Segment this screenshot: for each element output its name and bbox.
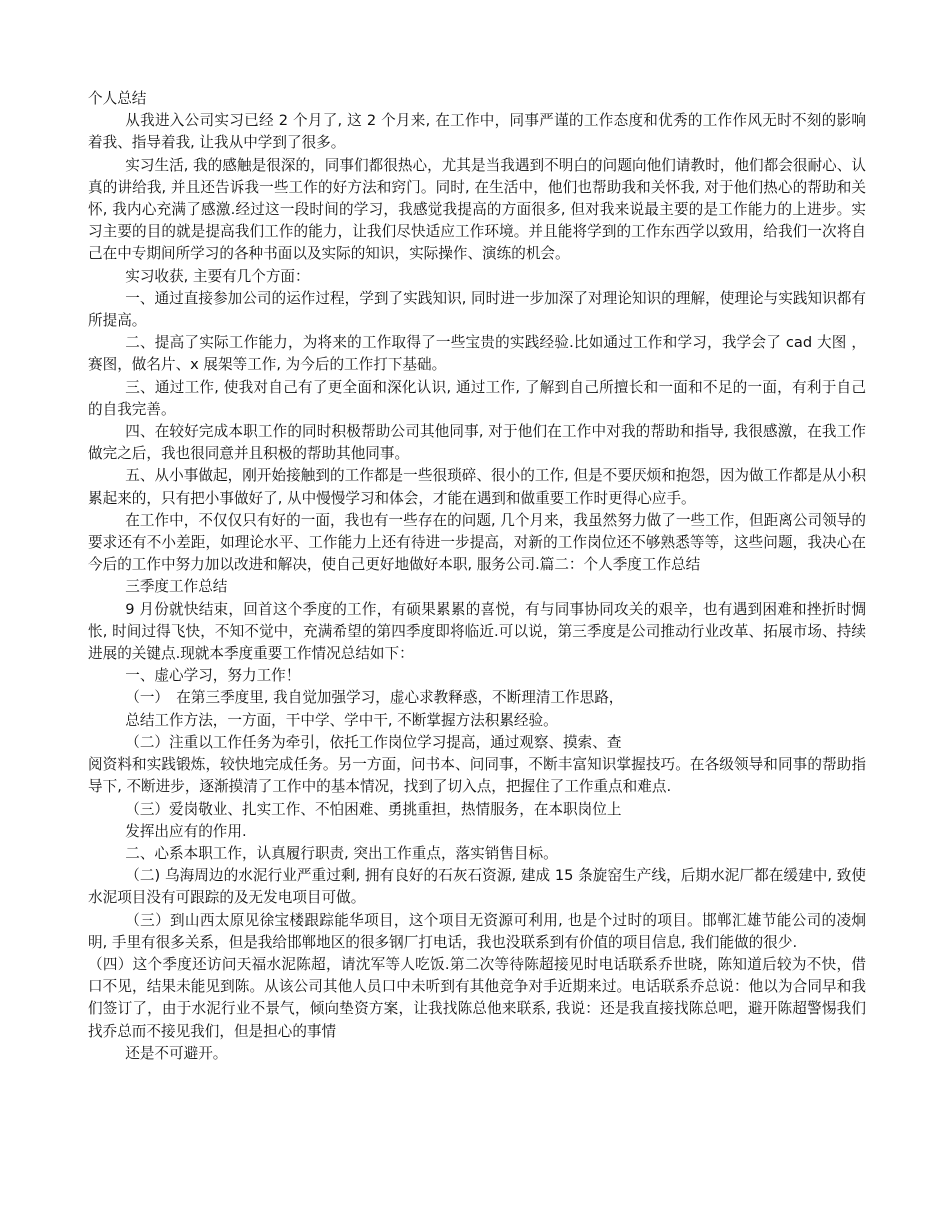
paragraph: （一） 在第三季度里, 我自觉加强学习，虚心求教释惑，不断理清工作思路，	[125, 689, 624, 707]
paragraph: 实习生活, 我的感触是很深的，同事们都很热心，尤其是当我遇到不明白的问题向他们请教时，他们都会很耐心、认真的讲给我, 并且还告诉我一些工作的好方法和窍门。同时, 在生活中，他们也帮助我和关怀我, 对于他们热心的帮助和关怀, 我内心充满了感激.经过这一段时间的学习，我感觉我提高的方面很多, 但对我来说最主要的是工作能力的上进步。实习主要的目的就是提高我们工作的能力，让我们尽快适应工作环境。并且能将学到的工作东西学以致用，给我们一次将自己在中专期间所学习的各种书面以及实际的知识，实际操作、演练的机会。	[88, 156, 866, 263]
document-body	[88, 88, 866, 1065]
paragraph: 二、提高了实际工作能力，为将来的工作取得了一些宝贵的实践经验.比如通过工作和学习，我学会了 cad 大图 ，赛图，做名片、x 展架等工作, 为今后的工作打下基础。	[88, 334, 866, 374]
document-title: 个人总结	[88, 90, 147, 107]
paragraph: 三、通过工作, 使我对自己有了更全面和深化认识, 通过工作, 了解到自己所擅长和一面和不足的一面，有利于自己的自我完善。	[88, 378, 866, 418]
paragraph: 阅资料和实践锻炼，较快地完成任务。另一方面，问书本、问同事，不断丰富知识掌握技巧。在各级领导和同事的帮助指导下, 不断进步，逐渐摸清了工作中的基本情况，找到了切入点，把握住了工作重点和难点.	[88, 756, 866, 796]
paragraph: （三）到山西太原见徐宝楼跟踪能华项目，这个项目无资源可利用, 也是个过时的项目。邯郸汇雄节能公司的凌炯明, 手里有很多关系，但是我给邯郸地区的很多钢厂打电话，我也没联系到有价值的项目信息, 我们能做的很少.	[88, 911, 866, 951]
paragraph: 从我进入公司实习已经 2 个月了, 这 2 个月来, 在工作中，同事严谨的工作态度和优秀的工作作风无时不刻的影响着我、指导着我, 让我从中学到了很多。	[88, 112, 866, 152]
paragraph: 在工作中，不仅仅只有好的一面，我也有一些存在的问题, 几个月来，我虽然努力做了一些工作，但距离公司领导的要求还有不小差距，如理论水平、工作能力上还有待进一步提高，对新的工作岗位还不够熟悉等等，这些问题，我决心在今后的工作中努力加以改进和解决，使自己更好地做好本职, 服务公司.篇二：个人季度工作总结	[88, 511, 866, 574]
paragraph: 实习收获, 主要有几个方面：	[125, 267, 310, 285]
paragraph: 一、通过直接参加公司的运作过程，学到了实践知识, 同时进一步加深了对理论知识的理解，使理论与实践知识都有所提高。	[88, 289, 866, 330]
paragraph: （二）注重以工作任务为牵引，依托工作岗位学习提高，通过观察、摸索、查	[125, 733, 622, 751]
paragraph: （二) 乌海周边的水泥行业严重过剩, 拥有良好的石灰石资源, 建成 15 条旋窑生产线，后期水泥厂都在缓建中, 致使水泥项目没有可跟踪的及无发电项目可做。	[88, 867, 866, 907]
paragraph: 发挥出应有的作用.	[125, 822, 247, 840]
paragraph: （四）这个季度还访问天福水泥陈超，请沈军等人吃饭.第二次等待陈超接见时电话联系乔世晓，陈知道后较为不快，借口不见，结果未能见到陈。从该公司其他人员口中未听到有其他竞争对手近期来过。电话联系乔总说：他以为合同早和我们签订了，由于水泥行业不景气，倾向垫资方案，让我找陈总他来联系, 我说：还是我直接找陈总吧，避开陈超警惕我们找乔总而不接见我们，但是担心的事情	[88, 955, 866, 1040]
paragraph: 四、在较好完成本职工作的同时积极帮助公司其他同事, 对于他们在工作中对我的帮助和指导, 我很感激，在我工作做完之后，我也很同意并且积极的帮助其他同事。	[88, 423, 866, 463]
paragraph: 还是不可避开。	[125, 1044, 228, 1062]
paragraph: 五、从小事做起，刚开始接触到的工作都是一些很琐碎、很小的工作, 但是不要厌烦和抱怨，因为做工作都是从小积累起来的，只有把小事做好了, 从中慢慢学习和体会，才能在遇到和做重要工作时更得心应手。	[88, 467, 866, 507]
paragraph: 二、心系本职工作，认真履行职责, 突出工作重点，落实销售目标。	[125, 844, 558, 862]
paragraph: 总结工作方法，一方面，干中学、学中干, 不断掌握方法积累经验。	[125, 711, 558, 729]
paragraph: 9 月份就快结束，回首这个季度的工作，有硕果累累的喜悦，有与同事协同攻关的艰辛，也有遇到困难和挫折时惆怅, 时间过得飞快，不知不觉中，充满希望的第四季度即将临近.可以说，第三季度是公司推动行业改革、拓展市场、持续进展的关键点.现就本季度重要工作情况总结如下：	[88, 600, 866, 663]
paragraph: 一、虚心学习，努力工作！	[125, 667, 301, 685]
paragraph: （三）爱岗敬业、扎实工作、不怕困难、勇挑重担，热情服务，在本职岗位上	[125, 800, 622, 818]
section-heading: 三季度工作总结	[125, 578, 228, 596]
